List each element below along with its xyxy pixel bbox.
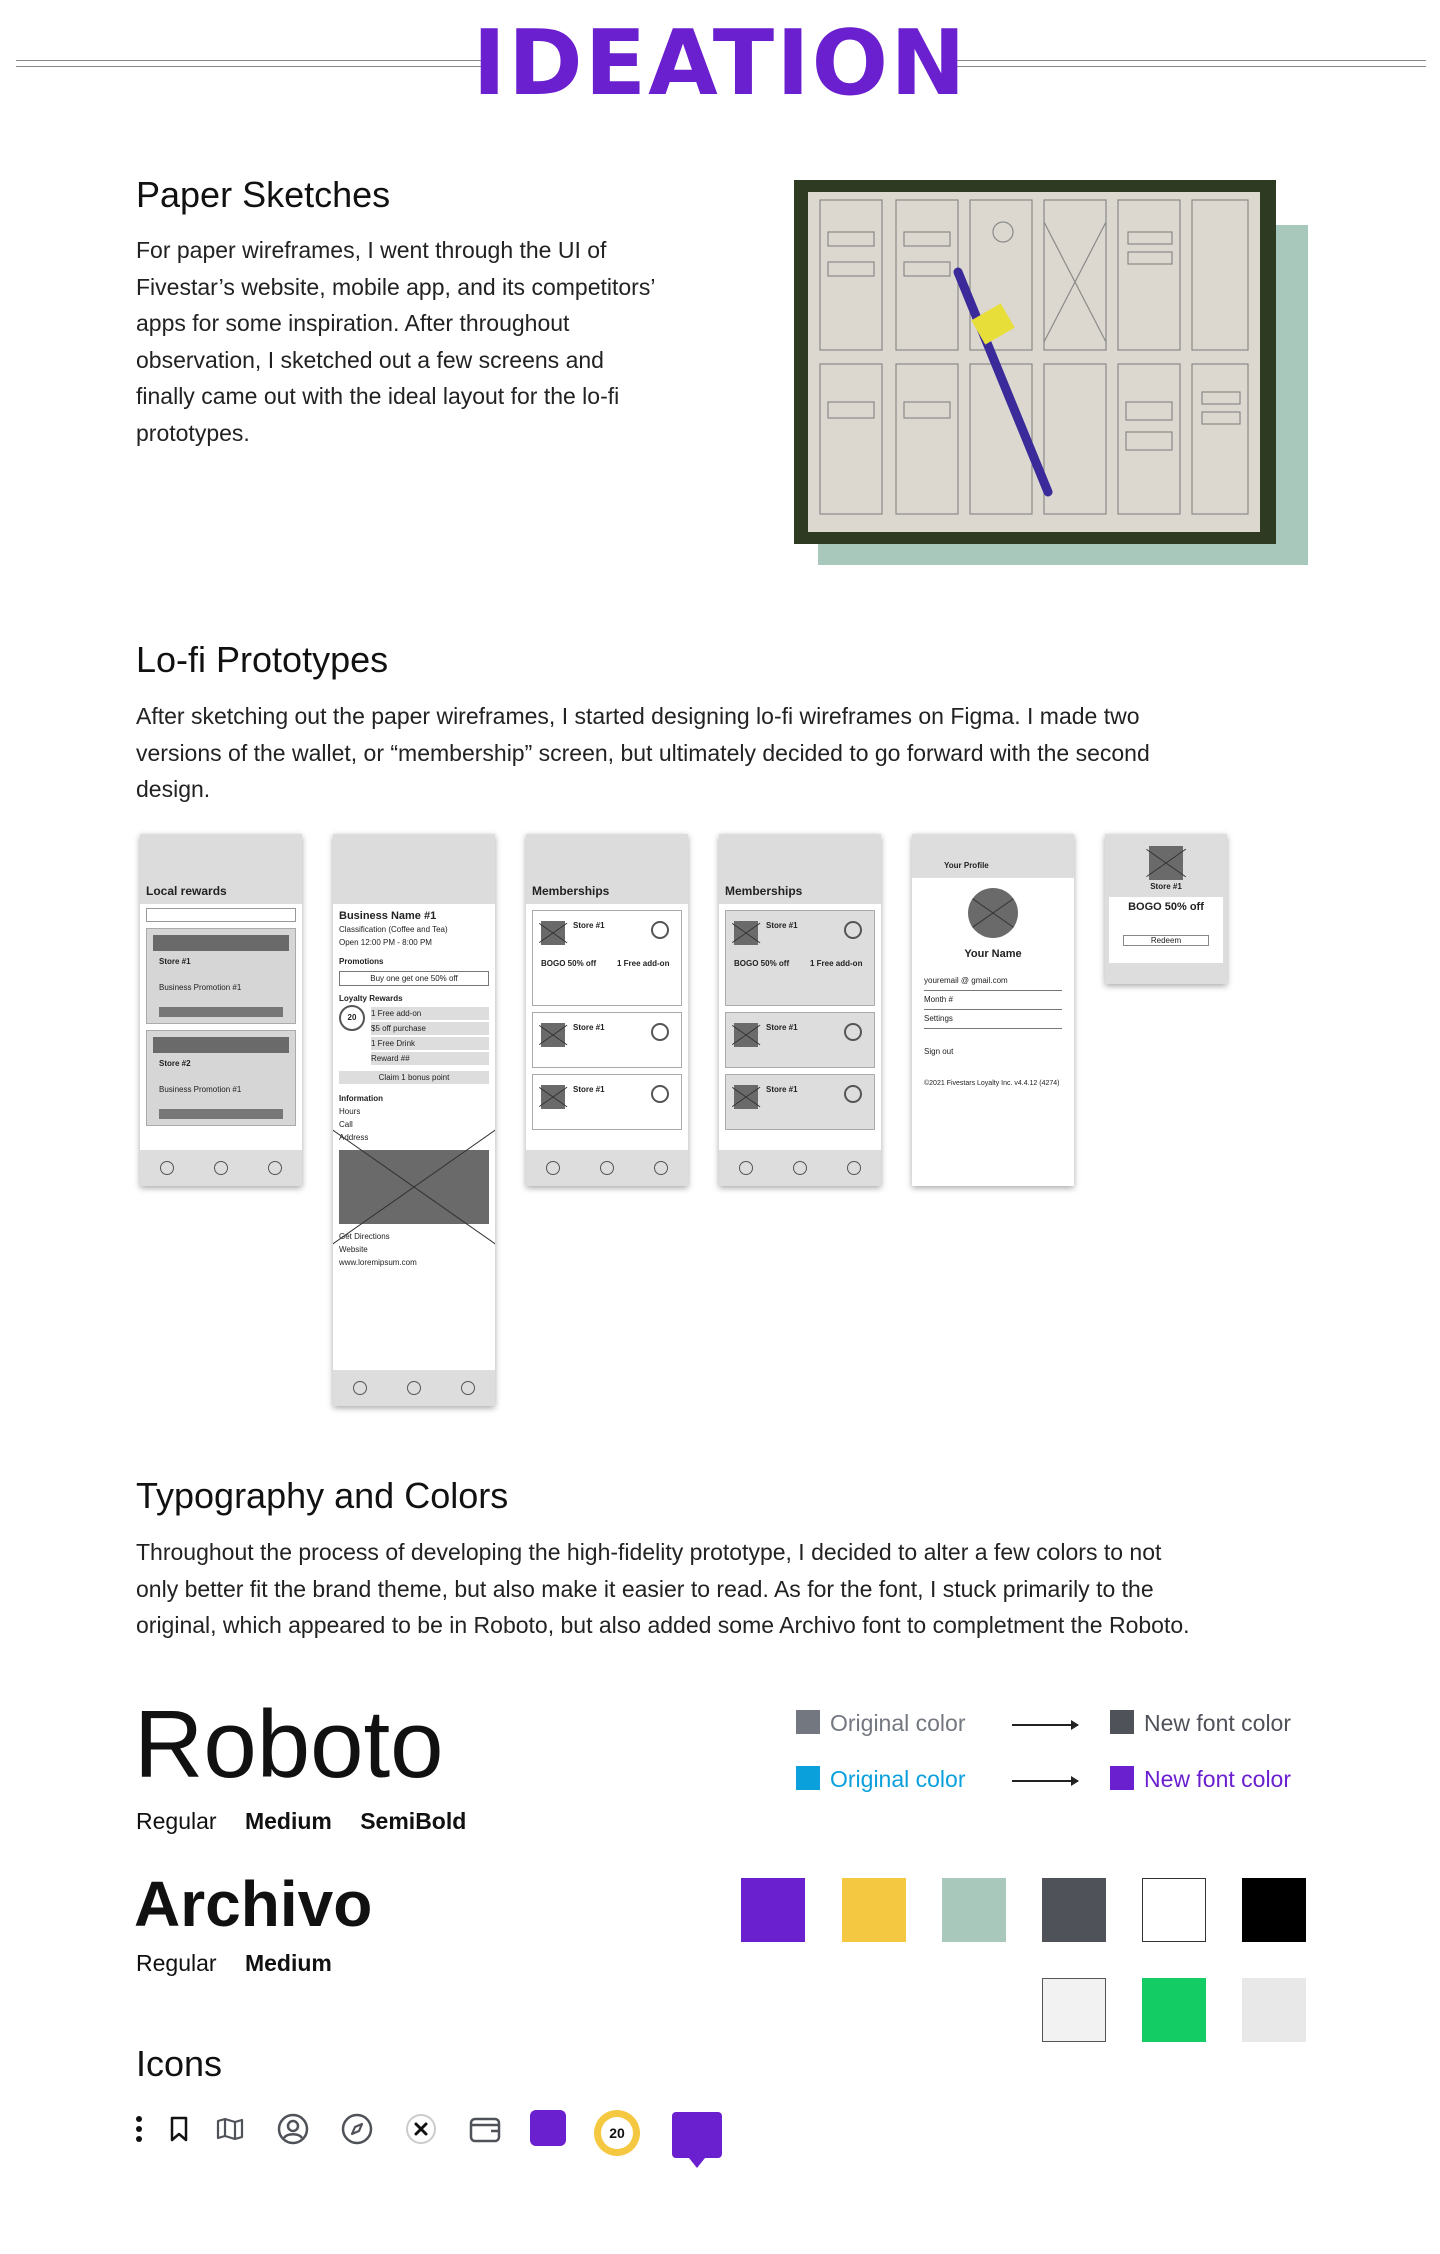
roboto-weights: Regular Medium SemiBold xyxy=(136,1808,467,1834)
wireframe-local-rewards: Local rewards Store #1 Business Promotion #1 Store #2 Business Promotion #1 xyxy=(140,834,302,1186)
archivo-sample: Archivo xyxy=(134,1868,373,1940)
wireframe-profile: Your Profile Your Name youremail @ gmail.com Month # Settings Sign out ©2021 Fivestars Loyalty Inc. v4.4.12 (4274) xyxy=(912,834,1074,1186)
close-circle-icon xyxy=(404,2114,438,2144)
lofi-text: After sketching out the paper wireframes, I started designing lo-fi wireframes on Figma. I made two versions of the wallet, or “membership” screen, but ultimately decided to go forward with the second design. xyxy=(136,703,1150,802)
points-badge-icon xyxy=(594,2110,640,2156)
arrow-icon xyxy=(1012,1724,1078,1726)
wireframe-business-page: Business Name #1 Classification (Coffee and Tea) Open 12:00 PM - 8:00 PM Promotions Buy one get one 50% off Loyalty Rewards 20 1 Free add-on $5 off purchase 1 Free Drink Reward ## Claim 1 bonus point Information Hours Call Address Get Directions Website www.loremipsum.com xyxy=(333,834,495,1406)
archivo-weights: Regular Medium xyxy=(136,1950,332,1976)
icons-heading: Icons xyxy=(136,2043,223,2084)
swatch-pale-gray xyxy=(1242,1978,1306,2042)
reward-card: Store #1 Business Promotion #1 xyxy=(146,928,296,1024)
swatch-dark-gray xyxy=(1042,1878,1106,1942)
swatch-white xyxy=(1142,1878,1206,1942)
paper-sketches-text: For paper wireframes, I went through the UI of Fivestar’s website, mobile app, and its competitors’ apps for some inspiration. After throughout observation, I sketched out a few screens and finally came out with the ideal layout for the lo-fi prototypes. xyxy=(136,237,656,446)
wallet-icon xyxy=(468,2114,502,2144)
points-badge-value: 20 xyxy=(601,2117,633,2149)
sketch-photo xyxy=(794,180,1276,544)
color-change-gray-from: Original color xyxy=(796,1710,966,1737)
swatch-green xyxy=(1142,1978,1206,2042)
bookmark-icon xyxy=(166,2114,192,2144)
color-change-gray-to: New font color xyxy=(1110,1710,1291,1737)
more-vertical-icon xyxy=(132,2114,146,2144)
swatch-purple xyxy=(741,1878,805,1942)
arrow-icon xyxy=(1012,1780,1078,1782)
wireframe-memberships-v2: Memberships Store #1 BOGO 50% off 1 Free add-on Store #1 Store #1 xyxy=(719,834,881,1186)
lofi-heading: Lo-fi Prototypes xyxy=(136,639,389,680)
compass-icon xyxy=(340,2114,374,2144)
typography-heading: Typography and Colors xyxy=(136,1475,509,1516)
wireframe-memberships-v1: Memberships Store #1 BOGO 50% off 1 Free add-on Store #1 Store #1 xyxy=(526,834,688,1186)
purple-square-icon xyxy=(530,2110,566,2146)
swatch-light-gray xyxy=(1042,1978,1106,2042)
page-title: IDEATION xyxy=(472,11,968,116)
reward-card: Store #2 Business Promotion #1 xyxy=(146,1030,296,1126)
typography-text: Throughout the process of developing the high-fidelity prototype, I decided to alter a few colors to not only better fit the brand theme, but also make it easier to read. As for the font, I stuck primarily to the original, which appeared to be in Roboto, but also added some Archivo font to completment the Roboto. xyxy=(136,1539,1190,1638)
chat-bubble-icon xyxy=(670,2110,724,2172)
profile-icon xyxy=(276,2114,310,2144)
roboto-sample: Roboto xyxy=(134,1691,444,1798)
wireframe-reward-popup: Store #1 BOGO 50% off Redeem xyxy=(1105,834,1227,984)
paper-sketches-heading: Paper Sketches xyxy=(136,174,391,215)
swatch-sage xyxy=(942,1878,1006,1942)
color-change-purple-to: New font color xyxy=(1110,1766,1291,1793)
search-bar xyxy=(146,908,296,922)
swatch-black xyxy=(1242,1878,1306,1942)
color-change-blue-from: Original color xyxy=(796,1766,966,1793)
map-icon xyxy=(214,2114,246,2144)
swatch-yellow xyxy=(842,1878,906,1942)
